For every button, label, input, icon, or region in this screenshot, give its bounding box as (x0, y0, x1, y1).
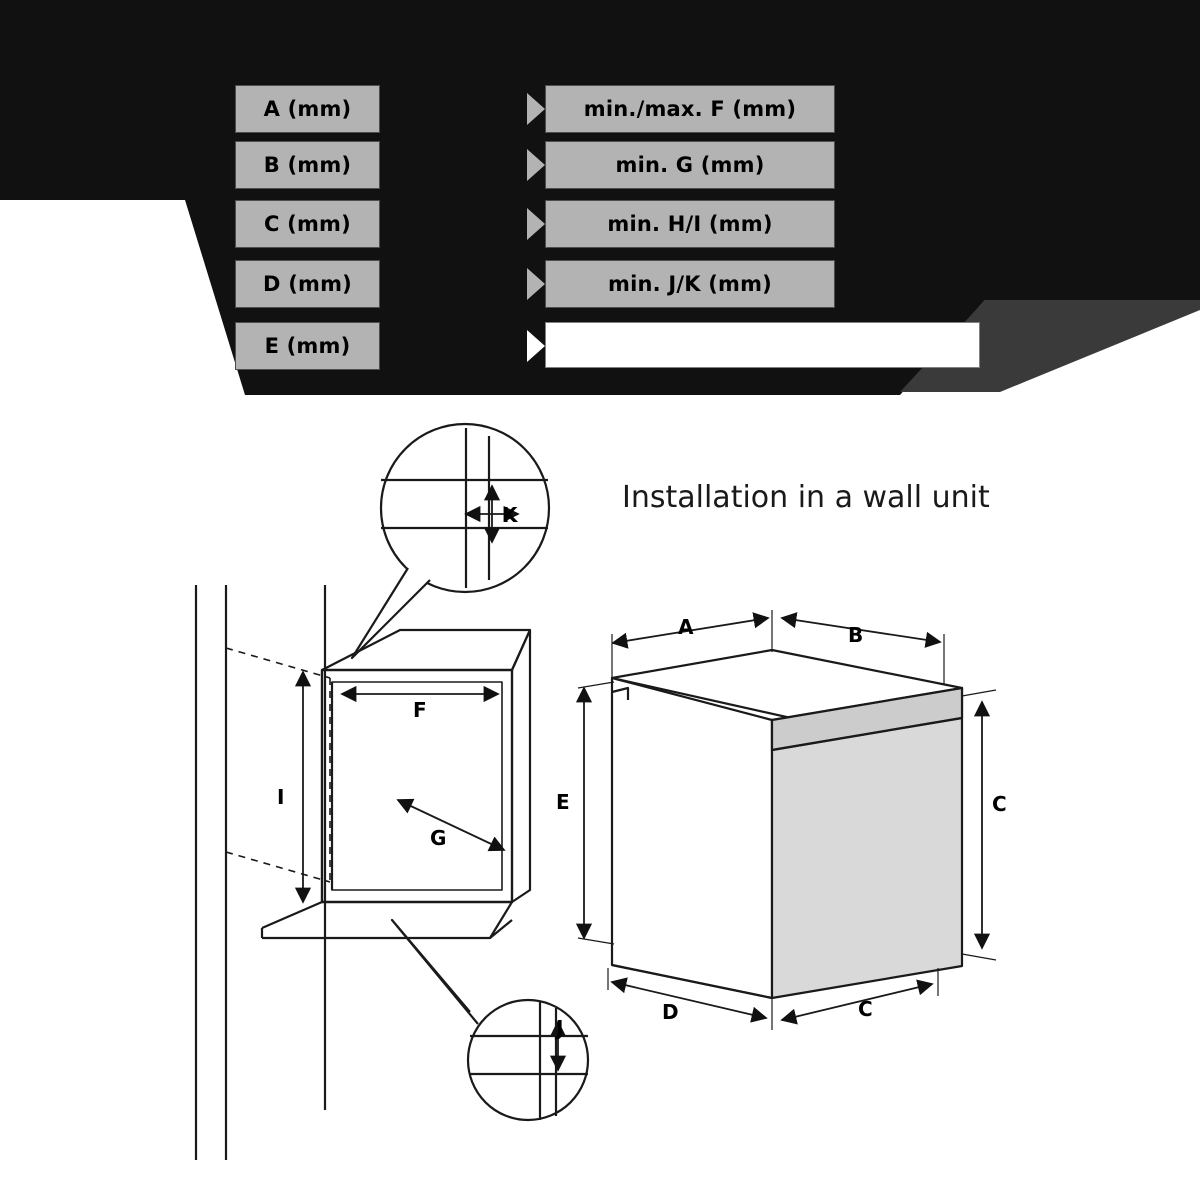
dim-label-d: D (662, 1000, 679, 1024)
spec-row-c-label: C (mm) (235, 200, 380, 248)
spec-row-blank-value (545, 322, 980, 368)
spec-row-f-notch-icon (527, 93, 545, 125)
spec-row-e-label: E (mm) (235, 322, 380, 370)
spec-row-hi-notch-icon (527, 208, 545, 240)
spec-row-g-label: min. G (mm) (545, 141, 835, 189)
dim-label-c-right: C (992, 792, 1007, 816)
dim-label-e: E (556, 790, 570, 814)
diagram-vector (0, 420, 1200, 1200)
dim-label-i: I (277, 785, 285, 809)
spec-row-d-label: D (mm) (235, 260, 380, 308)
spec-row-b-label: B (mm) (235, 141, 380, 189)
spec-row-g-notch-icon (527, 149, 545, 181)
spec-row-hi-label: min. H/I (mm) (545, 200, 835, 248)
spec-row-f-label: min./max. F (mm) (545, 85, 835, 133)
spec-row-jk-notch-icon (527, 268, 545, 300)
dim-label-j: J (556, 1016, 564, 1040)
spec-row-jk-label: min. J/K (mm) (545, 260, 835, 308)
diagram-caption: Installation in a wall unit (622, 480, 990, 515)
spec-table-band (0, 0, 1200, 420)
dim-label-a: A (678, 615, 694, 639)
spec-row-blank-notch-icon (527, 330, 545, 362)
dim-label-b: B (848, 623, 864, 647)
dim-label-f: F (413, 698, 427, 722)
dim-label-g: G (430, 826, 447, 850)
spec-row-a-label: A (mm) (235, 85, 380, 133)
dim-label-k: K (502, 503, 518, 527)
dim-label-c-bottom: C (858, 997, 873, 1021)
installation-diagram (0, 420, 1200, 1200)
